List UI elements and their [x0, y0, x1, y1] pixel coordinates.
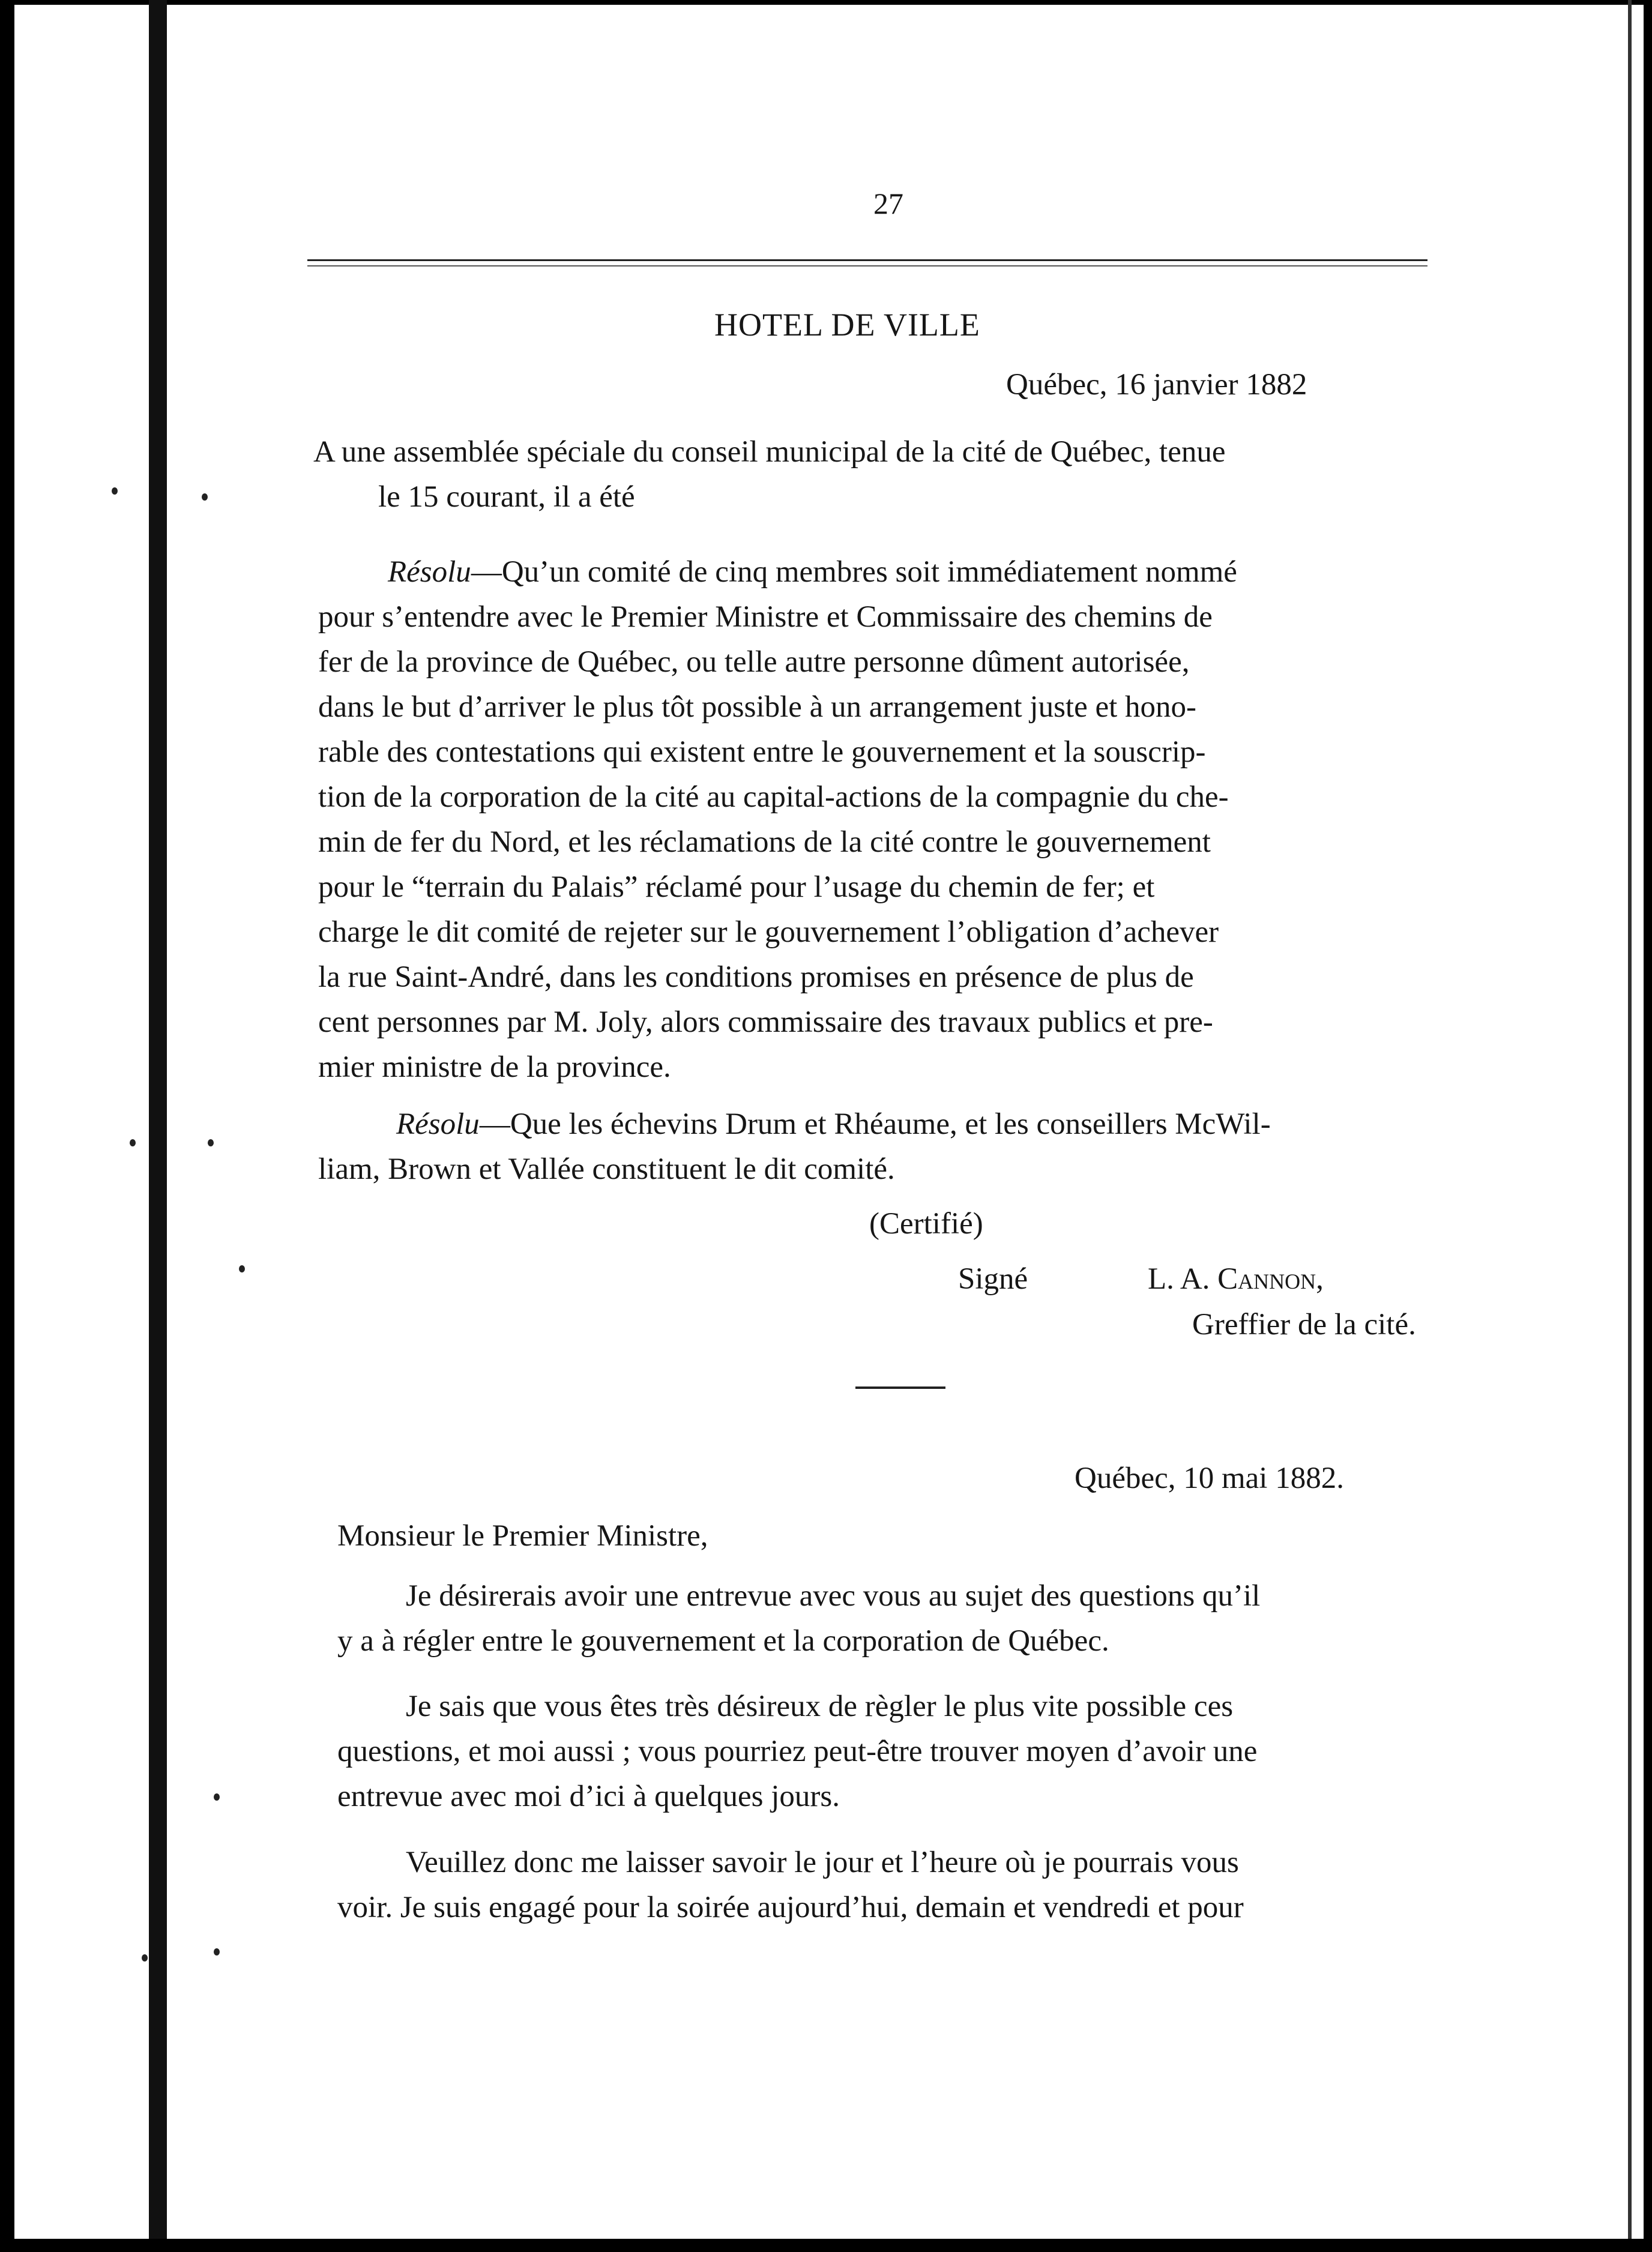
- resolution-line: fer de la province de Québec, ou telle autre personne dûment autorisée,: [318, 645, 1190, 679]
- scan-speck: [142, 1954, 148, 1961]
- scan-border-top: [0, 0, 1652, 5]
- resolution-line: dans le but d’arriver le plus tôt possible à un arrangement juste et hono-: [318, 690, 1197, 724]
- certified-label: (Certifié): [869, 1207, 983, 1241]
- letter-paragraph-line: voir. Je suis engagé pour la soirée aujourd’hui, demain et vendredi et pour: [337, 1891, 1244, 1924]
- resolution-first-line: [388, 550, 1237, 595]
- signed-label: Signé: [958, 1262, 1028, 1296]
- letter-date: Québec, 10 mai 1882.: [1075, 1462, 1344, 1495]
- letter-paragraph-line: entrevue avec moi d’ici à quelques jours.: [337, 1780, 840, 1813]
- resolu-text: —Qu’un comité de cinq membres soit immédiatement nommé: [471, 555, 1237, 589]
- resolution-line: mier ministre de la province.: [318, 1050, 671, 1084]
- header-rule-secondary: [307, 265, 1427, 266]
- scan-speck: [130, 1139, 136, 1146]
- resolu-text: —Que les échevins Drum et Rhéaume, et les conseillers McWil-: [479, 1107, 1271, 1141]
- resolution-intro-line: A une assemblée spéciale du conseil municipal de la cité de Québec, tenue: [313, 435, 1226, 469]
- resolution-line: la rue Saint-André, dans les conditions promises en présence de plus de: [318, 960, 1194, 994]
- resolu-label: Résolu: [396, 1107, 480, 1141]
- letter-paragraph-line: y a à régler entre le gouvernement et la corporation de Québec.: [337, 1624, 1109, 1658]
- resolution-line: pour s’entendre avec le Premier Ministre et Commissaire des chemins de: [318, 600, 1213, 634]
- scan-speck: [112, 487, 118, 495]
- page-number: 27: [873, 187, 903, 220]
- letter-paragraph-line: Je sais que vous êtes très désireux de règler le plus vite possible ces: [406, 1690, 1234, 1723]
- resolution-line: liam, Brown et Vallée constituent le dit comité.: [318, 1152, 895, 1186]
- resolution-line: charge le dit comité de rejeter sur le gouvernement l’obligation d’achever: [318, 915, 1219, 949]
- scan-speck: [239, 1265, 245, 1272]
- scan-border-left: [0, 0, 14, 2252]
- signatory-title: Greffier de la cité.: [1192, 1308, 1416, 1341]
- scan-border-right: [1644, 0, 1652, 2252]
- resolution-first-line: [396, 1102, 1271, 1147]
- scan-border-right-inner: [1628, 0, 1632, 2252]
- signatory-name: L. A. Cannon,: [1148, 1262, 1324, 1296]
- resolu-label: Résolu: [388, 555, 471, 589]
- scan-speck: [208, 1139, 214, 1146]
- letter-paragraph-line: Veuillez donc me laisser savoir le jour et l’heure où je pourrais vous: [406, 1846, 1239, 1879]
- resolution-date: Québec, 16 janvier 1882: [1006, 368, 1307, 402]
- scan-speck: [214, 1948, 220, 1955]
- section-separator: [855, 1386, 945, 1389]
- scan-speck: [214, 1793, 220, 1801]
- letter-paragraph-line: Je désirerais avoir une entrevue avec vous au sujet des questions qu’il: [406, 1579, 1261, 1613]
- header-rule: [307, 259, 1427, 261]
- scan-border-bottom: [0, 2239, 1652, 2252]
- resolution-intro-line: le 15 courant, il a été: [378, 480, 635, 514]
- resolution-line: rable des contestations qui existent entre le gouvernement et la souscrip-: [318, 735, 1206, 769]
- resolution-line: pour le “terrain du Palais” réclamé pour l’usage du chemin de fer; et: [318, 870, 1155, 904]
- letter-paragraph-line: questions, et moi aussi ; vous pourriez peut-être trouver moyen d’avoir une: [337, 1735, 1258, 1768]
- resolution-line: cent personnes par M. Joly, alors commissaire des travaux publics et pre-: [318, 1005, 1213, 1039]
- letter-salutation: Monsieur le Premier Ministre,: [337, 1519, 708, 1553]
- resolution-line: min de fer du Nord, et les réclamations de la cité contre le gouvernement: [318, 825, 1211, 859]
- binding-edge-bar: [149, 0, 167, 2252]
- scan-speck: [202, 493, 208, 501]
- section-title: HOTEL DE VILLE: [714, 307, 980, 343]
- resolution-line: tion de la corporation de la cité au capital-actions de la compagnie du che-: [318, 780, 1229, 814]
